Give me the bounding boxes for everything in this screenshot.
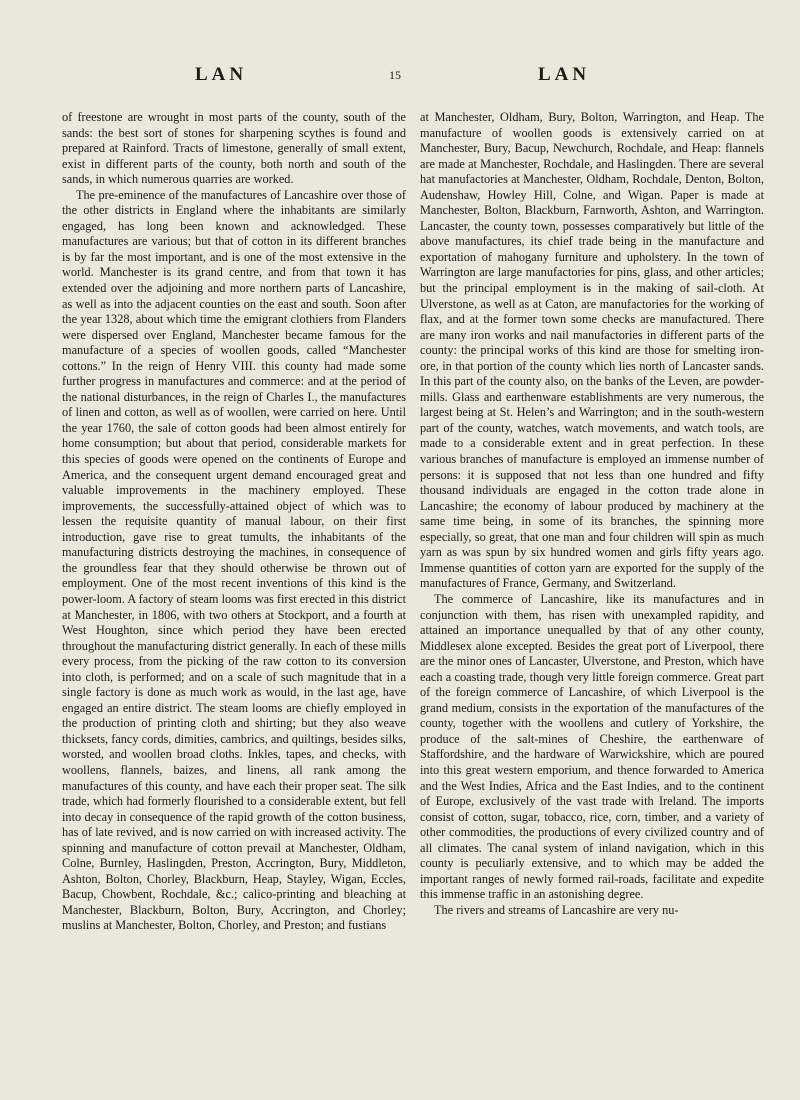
paragraph: The pre-eminence of the manufactures of Lancashire over those of the other districts in England where the inhabitants are similarly engaged, has long been known and acknowledged. These manufactures are various; but that of cotton in its different branches is by far the most important, and is one of the most extensive in the world. Manchester is its grand centre, and from that town it has extended over the adjoining and more northern parts of Lancashire, as well as into the adjacent counties on the east and south. Soon after the year 1328, about which time the emigrant clothiers from Flanders were dispersed over England, Manchester became famous for the manufacture of a species of woollen goods, called “Manchester cottons.” In the reign of Henry VIII. this county had made some further progress in manufactures and commerce: and at the period of the national disturbances, in the reign of Charles I., the manufactures of linen and cotton, as well as of woollen, were carried on here. Until the year 1760, the sale of cotton goods had been almost entirely for home consumption; but about that period, considerable markets for this species of goods were opened on the continents of Europe and America, and the consequent urgent demand encouraged great and valuable improvements in the machinery employed. These improvements, the successfully-attained object of which was to lessen the requisite quantity of manual labour, on their first introduction, gave rise to great tumults, the inhabitants of the manufacturing districts destroying the machines, in consequence of the groundless fear that they should otherwise be thrown out of employment. One of the most recent inventions of this kind is the power-loom. A factory of steam looms was first erected in this district at Manchester, in 1806, with two others at Stockport, and a fourth at West Houghton, since which period they have been erected throughout the manufacturing district generally. In each of these mills every process, from the picking of the raw cotton to its conversion into cloth, is performed; and on a scale of such magnitude that in a single factory is done as much work as would, in the last age, have engaged an entire district. The steam looms are chiefly employed in the production of printing cloth and shirting; but they also weave thicksets, fancy cords, dimities, cambrics, and quiltings, besides silks, worsted, and woollen broad cloths. Inkles, tapes, and checks, with woollens, flannels, baizes, and linens, all rank among the manufactures of this county, and have each their proper seat. The silk trade, which had formerly flourished to a considerable extent, but fell into decay in consequence of the rapid growth of the cotton business, has of late revived, and is now carried on with increased activity. The spinning and manufacture of cotton prevail at Manchester, Oldham, Colne, Burnley, Haslingden, Preston, Accrington, Bury, Middleton, Ashton, Bolton, Chorley, Blackburn, Heap, Stayley, Wigan, Eccles, Bacup, Chowbent, Rochdale, &c.; calico-printing and bleaching at Manchester, Blackburn, Bolton, Bury, Accrington, and Chorley; muslins at Manchester, Bolton, Chorley, and Preston; and fustians (62, 187, 406, 933)
right-column (420, 110, 764, 918)
header-left-word: LAN (195, 64, 248, 85)
paragraph: The commerce of Lancashire, like its manufactures and in conjunction with them, has risen with unexampled rapidity, and attained an importance unequalled by that of any other county, Middlesex alone excepted. Besides the great port of Liverpool, there are the minor ones of Lancaster, Ulverstone, and Preston, which have each a coasting trade, though very little foreign commerce. Great part of the foreign commerce of Lancashire, of which Liverpool is the grand medium, consists in the exportation of the manufactures of the county, together with the woollens and cutlery of Yorkshire, the produce of the salt-mines of Cheshire, the earthenware of Staffordshire, and the hardware of Warwickshire, which are poured into this great western emporium, and thence forwarded to America and the West Indies, Africa and the East Indies, and to the continent of Europe, exclusively of the vast trade with Ireland. The imports consist of cotton, sugar, tobacco, rice, corn, timber, and a variety of other commodities, the productions of every civilized country and of all climates. The canal system of inland navigation, which in this county is peculiarly extensive, and to which may be added the important ranges of newly formed rail-roads, facilitate and expedite this immense traffic in an astonishing degree. (420, 591, 764, 902)
left-column (62, 110, 406, 934)
paragraph: of freestone are wrought in most parts of the county, south of the sands: the best sort of stones for sharpening scythes is found and prepared at Rainford. Tracts of limestone, generally of small extent, exist in different parts of the county, both north and south of the sands, in which numerous quarries are worked. (62, 110, 406, 187)
paragraph: The rivers and streams of Lancashire are very nu- (434, 902, 679, 917)
running-header (0, 64, 800, 90)
page-number: 15 (389, 68, 401, 82)
paragraph: at Manchester, Oldham, Bury, Bolton, Warrington, and Heap. The manufacture of woollen goods is extensively carried on at Manchester, Bury, Bacup, Newchurch, Rochdale, and Heap: flannels are made at Manchester, Rochdale, and Haslingden. There are several hat manufactories at Manchester, Oldham, Rochdale, Denton, Bolton, Audenshaw, Howley Hill, Colne, and Wigan. Paper is made at Manchester, Bolton, Blackburn, Farnworth, Ashton, and Warrington. Lancaster, the county town, possesses comparatively but little of the above manufactures, its chief trade being in the manufacture and exportation of mahogany furniture and upholstery. In the town of Warrington are large manufactories for pins, glass, and other articles; but the principal employment is in the making of sail-cloth. At Ulverstone, as well as at Caton, are manufactories for the working of flax, and at the former town some checks are manufactured. There are many iron works and nail manufactories in different parts of the county: the principal works of this kind are those for smelting iron-ore, in that portion of the county which lies north of Lancaster sands. In this part of the county also, on the banks of the Leven, are powder-mills. Glass and earthenware establishments are very numerous, the largest being at St. Helen’s and Warrington; and in the south-western part of the county, watches, watch movements, and watch tools, are made to a considerable extent and in great perfection. In these various branches of manufacture is employed an immense number of persons: it is supposed that not less than one hundred and fifty thousand individuals are engaged in the cotton trade alone in Lancashire; the economy of labour produced by machinery at the same time being, in some of its branches, the spinning more especially, so great, that one man and four children will spin as much yarn as was spun by six hundred women and girls fifty years ago. Immense quantities of cotton yarn are exported for the supply of the manufactures of France, Germany, and Switzerland. (420, 110, 764, 591)
header-right-word: LAN (538, 64, 591, 85)
